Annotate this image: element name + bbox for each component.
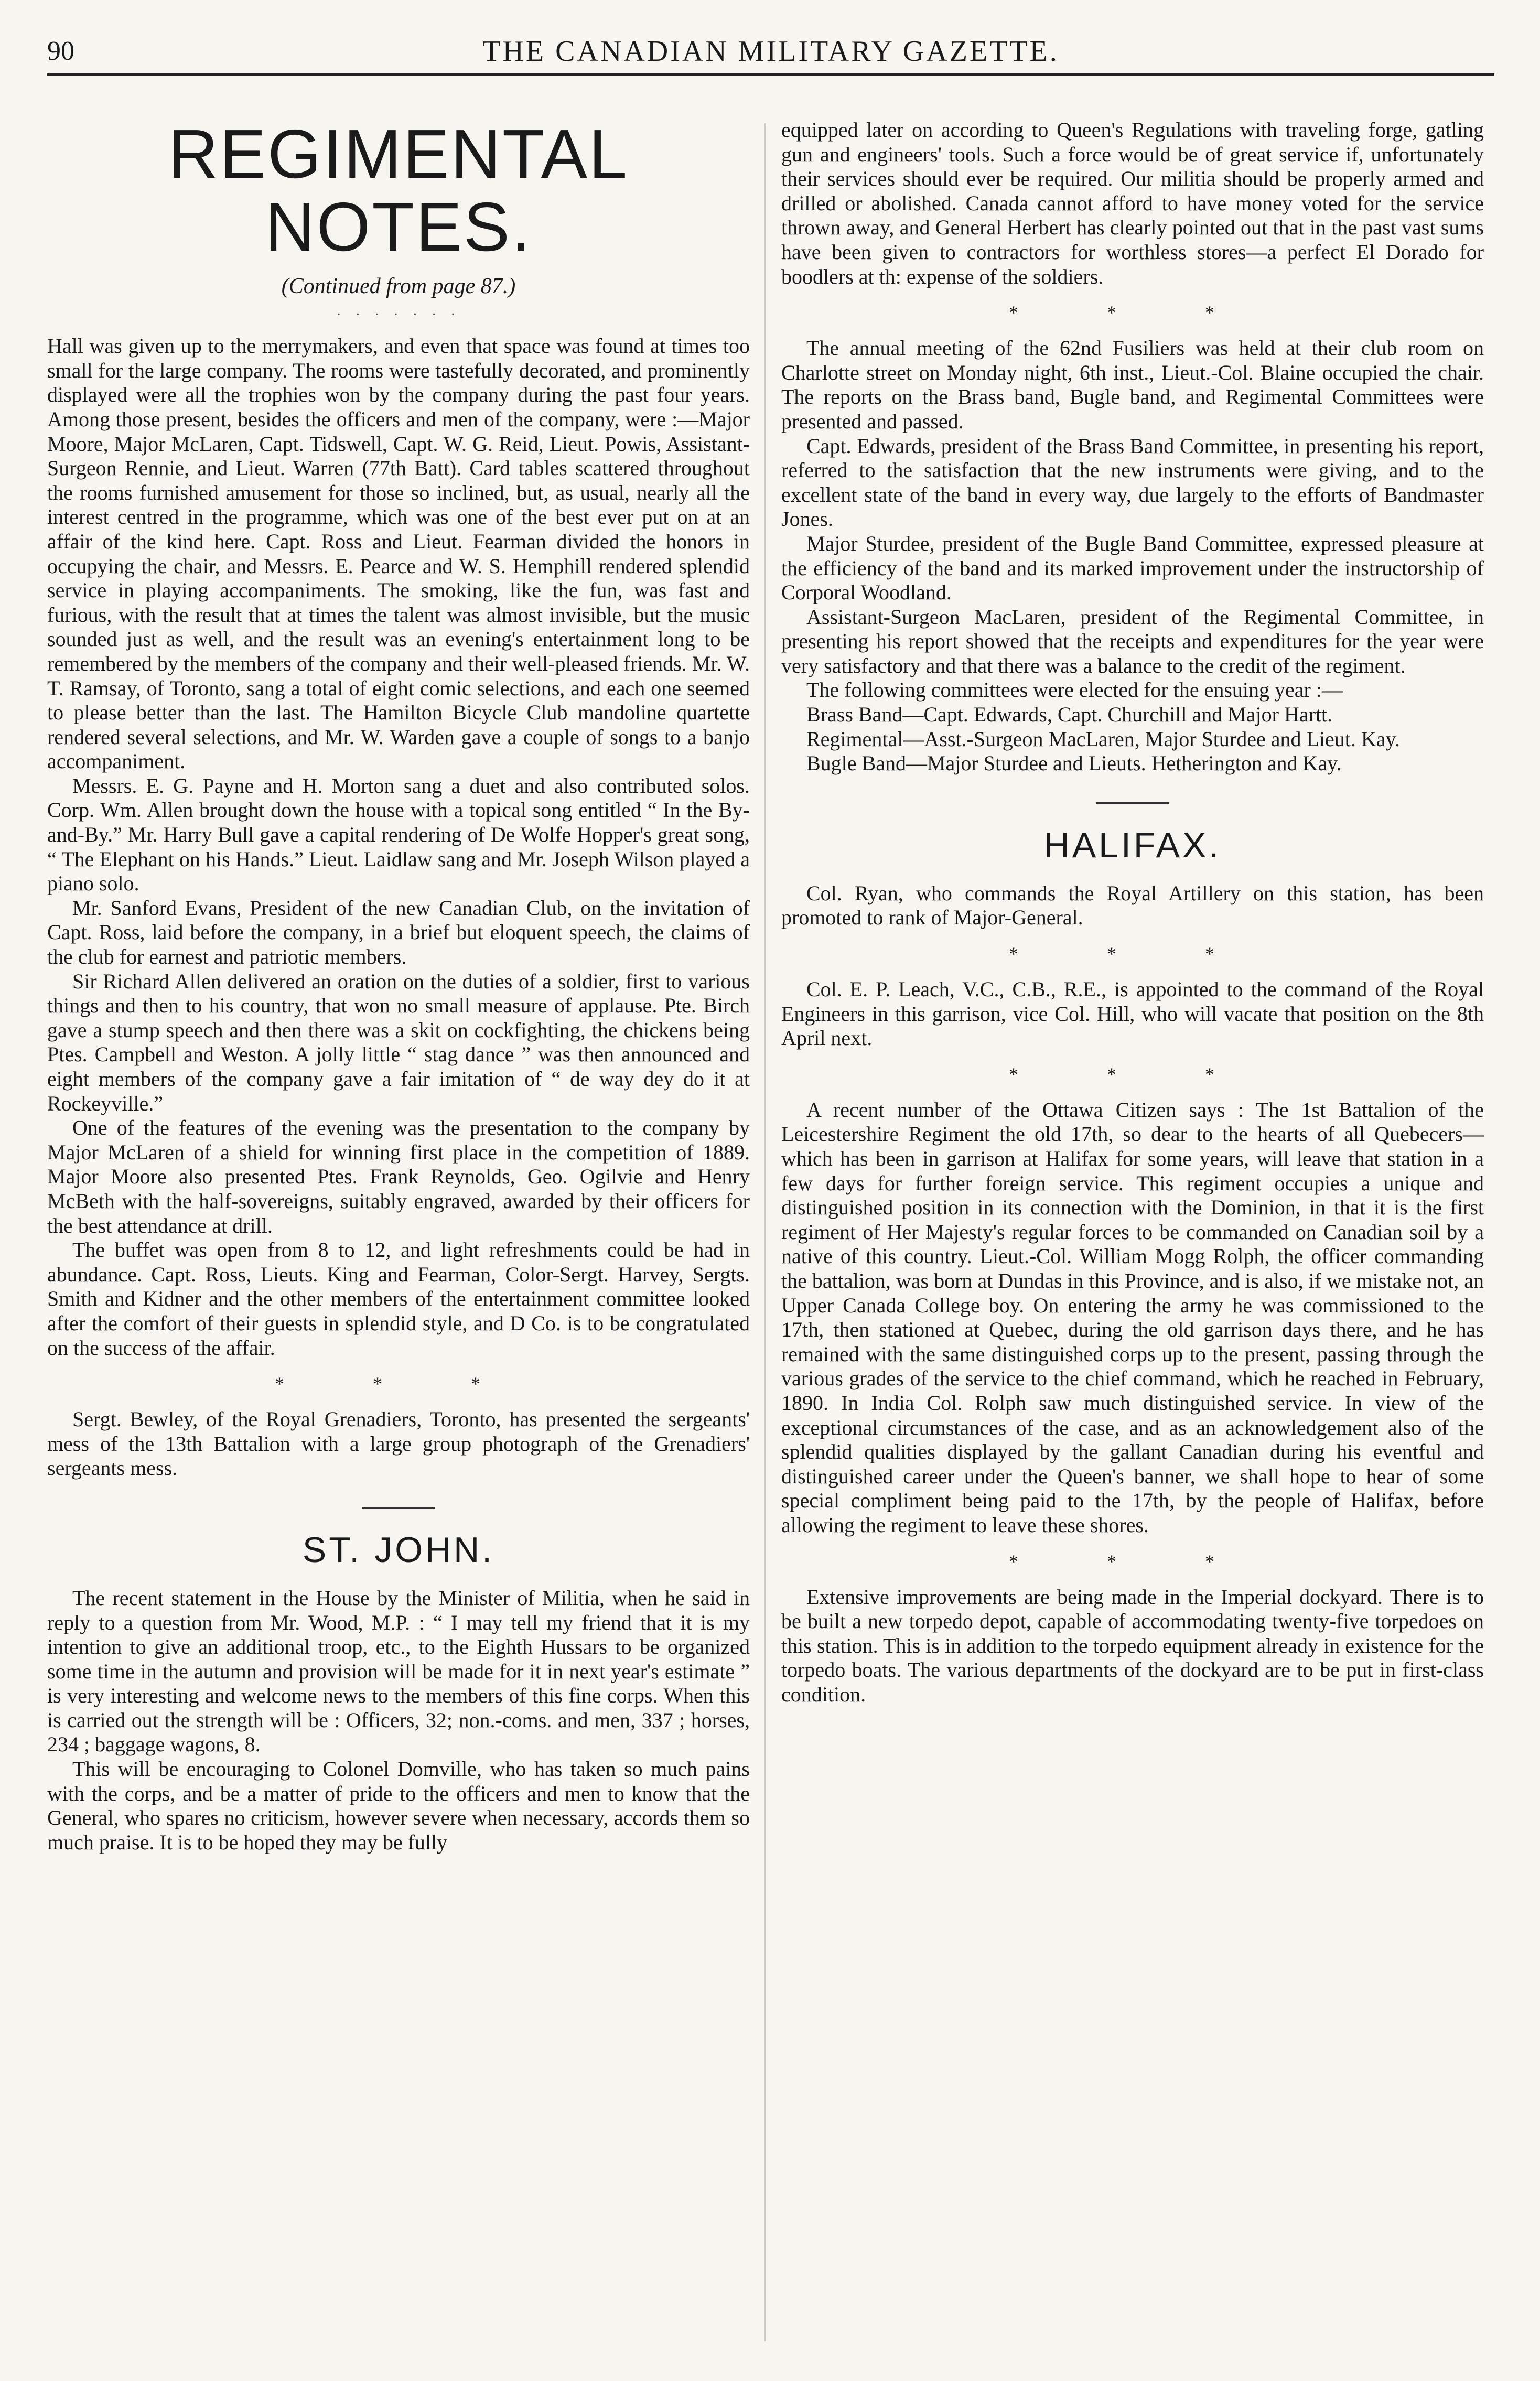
continued-note: (Continued from page 87.) — [281, 274, 516, 299]
article-paragraph: This will be encouraging to Colonel Domville, who has taken so much pains with the corps, and be a matter of pride to the officers and men to know that the General, who spares no criticism, however severe when necessary, accords them so much praise. It is to be hoped they may be fully — [47, 1757, 750, 1854]
article-paragraph: Col. Ryan, who commands the Royal Artillery on this station, has been promoted to rank of Major-General. — [781, 881, 1484, 930]
article-paragraph: The following committees were elected for the ensuing year :— — [806, 678, 1343, 702]
article-paragraph: Hall was given up to the merrymakers, and even that space was found at times too small for the large company. The rooms were tastefully decorated, and prominently displayed were all the trophies won by the company during the past four years. Among those present, besides the officers and men of the company, were :—Major Moore, Major McLaren, Capt. Tidswell, Capt. W. G. Reid, Lieut. Powis, Assistant-Surgeon Rennie, and Lieut. Warren (77th Batt). Card tables scattered throughout the rooms furnished amusement for those so inclined, but, as usual, nearly all the interest centred in the programme, which was one of the best ever put on at an affair of the kind here. Capt. Ross and Lieut. Fearman divided the honors in occupying the chair, and Messrs. E. Pearce and W. S. Hemphill rendered splendid service in playing accompaniments. The smoking, like the fun, was fast and furious, with the result that at times the talent was almost invisible, but the music sounded just as well, and the result was an evening's entertainment long to be remembered by the members of the company and their well-pleased friends. Mr. W. T. Ramsay, of Toronto, sang a total of eight comic selections, and each one seemed to please better than the last. The Hamilton Bicycle Club mandoline quartette rendered several selections, and Mr. W. Warden gave a couple of songs to a banjo accompaniment. — [47, 334, 750, 773]
right-column — [781, 118, 1484, 2352]
running-title: THE CANADIAN MILITARY GAZETTE. — [482, 35, 1059, 68]
regimental-notes-heading: REGIMENTAL NOTES. — [168, 118, 629, 265]
article-paragraph: Capt. Edwards, president of the Brass Band Committee, in presenting his report, referred to the satisfaction that the new instruments were giving, and to the excellent state of the band in every way, due largely to the efforts of Bandmaster Jones. — [781, 434, 1484, 531]
article-paragraph: Regimental—Asst.-Surgeon MacLaren, Major Sturdee and Lieut. Kay. — [806, 727, 1400, 751]
page-header — [47, 16, 1494, 76]
article-paragraph: Sir Richard Allen delivered an oration on the duties of a soldier, first to various things and then to his country, that won no small measure of applause. Pte. Birch gave a stump speech and then there was a skit on cockfighting, the chickens being Ptes. Campbell and Weston. A jolly little “ stag dance ” was then announced and eight members of the company gave a fair imitation of “ de way dey do it at Rockeyville.” — [47, 969, 750, 1115]
st-john-heading: ST. JOHN. — [302, 1529, 495, 1570]
article-paragraph: The recent statement in the House by the Minister of Militia, when he said in reply to a question from Mr. Wood, M.P. : “ I may tell my friend that it is my intention to give an additional troop, etc., to the Eighth Hussars to be organized some time in the autumn and provision will be made for it in next year's estimate ” is very interesting and welcome news to the members of this fine corps. When this is carried out the strength will be : Officers, 32; non.-coms. and men, 337 ; horses, 234 ; baggage wagons, 8. — [47, 1586, 750, 1757]
ornament-divider: · · · · · · · — [336, 307, 461, 324]
article-paragraph: Brass Band—Capt. Edwards, Capt. Churchill and Major Hartt. — [806, 703, 1333, 727]
article-paragraph: Major Sturdee, president of the Bugle Band Committee, expressed pleasure at the efficiency of the band and its marked improvement under the instructorship of Corporal Woodland. — [781, 531, 1484, 605]
page-number: 90 — [47, 36, 74, 66]
article-paragraph: One of the features of the evening was the presentation to the company by Major McLaren of a shield for winning first place in the competition of 1889. Major Moore also presented Ptes. Frank Reynolds, Geo. Ogilvie and Henry McBeth with the half-sovereigns, suitably engraved, awarded by their officers for the best attendance at drill. — [47, 1116, 750, 1237]
article-paragraph: equipped later on according to Queen's Regulations with traveling forge, gatling gun and engineers' tools. Such a force would be of great service if, unfortunately their services should ever be required. Our militia should be properly armed and drilled or abolished. Canada cannot afford to have money voted for the service thrown away, and General Herbert has clearly pointed out that in the past vast sums have been given to contractors for worthless stores—a perfect El Dorado for boodlers at th: expense of the soldiers. — [781, 118, 1484, 288]
article-paragraph: Mr. Sanford Evans, President of the new Canadian Club, on the invitation of Capt. Ross, laid before the company, in a brief but eloquent speech, the claims of the club for earnest and patriotic members. — [47, 896, 750, 969]
halifax-heading: HALIFAX. — [1043, 825, 1222, 865]
star-divider: * * * — [1009, 302, 1256, 324]
article-paragraph: Extensive improvements are being made in the Imperial dockyard. There is to be built a new torpedo depot, capable of accommodating twenty-five torpedoes on this station. This is in addition to the torpedo equipment already in existence for the torpedo boats. The various departments of the dockyard are to be put in first-class condition. — [781, 1585, 1484, 1706]
article-paragraph: Bugle Band—Major Sturdee and Lieuts. Hetherington and Kay. — [806, 751, 1342, 775]
article-paragraph: Messrs. E. G. Payne and H. Morton sang a duet and also contributed solos. Corp. Wm. Allen brought down the house with a topical song entitled “ In the By-and-By.” Mr. Harry Bull gave a capital rendering of De Wolfe Hopper's great song, “ The Elephant on his Hands.” Lieut. Laidlaw sang and Mr. Joseph Wilson played a piano solo. — [47, 773, 750, 896]
section-rule — [1096, 802, 1169, 804]
article-paragraph: Sergt. Bewley, of the Royal Grenadiers, Toronto, has presented the sergeants' mess of the 13th Battalion with a large group photograph of the Grenadiers' sergeants mess. — [47, 1407, 750, 1480]
article-paragraph: Assistant-Surgeon MacLaren, president of the Regimental Committee, in presenting his report showed that the receipts and expenditures for the year were very satisfactory and that there was a balance to the credit of the regiment. — [781, 605, 1484, 677]
star-divider: * * * — [275, 1373, 522, 1395]
column-divider — [764, 123, 766, 2341]
left-column — [47, 118, 750, 2352]
article-paragraph: Col. E. P. Leach, V.C., C.B., R.E., is appointed to the command of the Royal Engineers in this garrison, vice Col. Hill, who will vacate that position on the 8th April next. — [781, 977, 1484, 1050]
star-divider: * * * — [1009, 943, 1256, 965]
star-divider: * * * — [1009, 1550, 1256, 1572]
article-paragraph: The annual meeting of the 62nd Fusiliers was held at their club room on Charlotte street on Monday night, 6th inst., Lieut.-Col. Blaine occupied the chair. The reports on the Brass band, Bugle band, and Regimental Committees were presented and passed. — [781, 336, 1484, 433]
article-paragraph: The buffet was open from 8 to 12, and light refreshments could be had in abundance. Capt. Ross, Lieuts. King and Fearman, Color-Sergt. Harvey, Sergts. Smith and Kidner and the other members of the entertainment committee looked after the comfort of their guests in splendid style, and D Co. is to be congratulated on the success of the affair. — [47, 1238, 750, 1360]
article-paragraph: A recent number of the Ottawa Citizen says : The 1st Battalion of the Leicestershire Regiment the old 17th, so dear to the hearts of all Quebecers—which has been in garrison at Halifax for some years, will leave that station in a few days for further foreign service. This regiment occupies a unique and distinguished position in its connection with the Dominion, in that it is the first regiment of Her Majesty's regular forces to be commanded on Canadian soil by a native of this country. Lieut.-Col. William Mogg Rolph, the officer commanding the battalion, was born at Dundas in this Province, and is also, if we mistake not, an Upper Canada College boy. On entering the army he was commissioned to the 17th, then stationed at Quebec, during the old garrison days there, and he has remained with the same distinguished corps up to the present, passing through the various grades of the service to the chief command, which he reached in February, 1890. In India Col. Rolph saw much distinguished service. In view of the exceptional circumstances of the case, and as an acknowledgement also of the splendid qualities displayed by the gallant Canadian during his eventful and distinguished career under the Queen's banner, we shall hope to hear of some special compliment being paid to the 17th, by the people of Halifax, before allowing the regiment to leave these shores. — [781, 1097, 1484, 1537]
star-divider: * * * — [1009, 1063, 1256, 1085]
section-rule — [362, 1507, 435, 1509]
